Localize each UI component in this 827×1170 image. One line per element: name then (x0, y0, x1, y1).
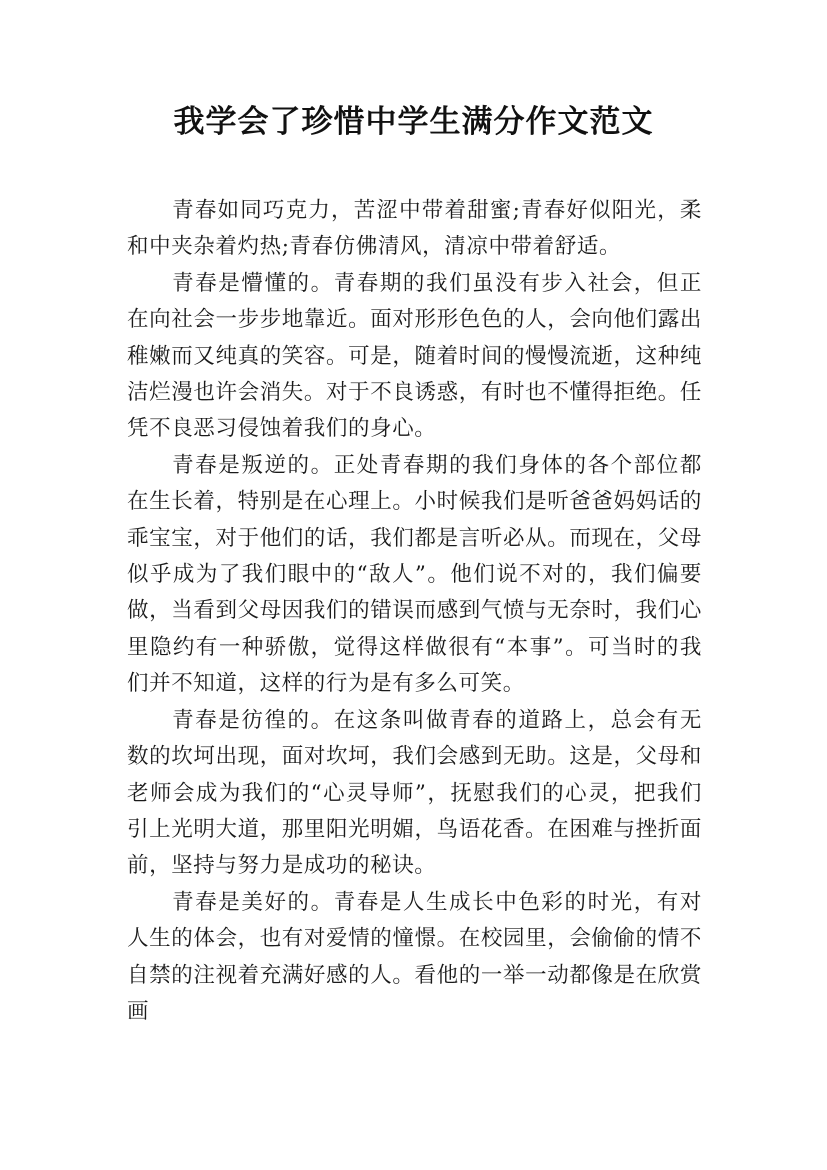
document-title: 我学会了珍惜中学生满分作文范文 (173, 104, 654, 140)
document-body (127, 193, 702, 1030)
paragraph-2: 青春是懵懂的。青春期的我们虽没有步入社会，但正在向社会一步步地靠近。面对形形色色的人，会向他们露出稚嫩而又纯真的笑容。可是，随着时间的慢慢流逝，这种纯洁烂漫也许会消失。对于不良诱惑，有时也不懂得拒绝。任凭不良恶习侵蚀着我们的身心。 (127, 270, 702, 442)
paragraph-5: 青春是美好的。青春是人生成长中色彩的时光，有对人生的体会，也有对爱情的憧憬。在校园里，会偷偷的情不自禁的注视着充满好感的人。看他的一举一动都像是在欣赏画 (127, 889, 702, 1024)
paragraph-4: 青春是彷徨的。在这条叫做青春的道路上，总会有无数的坎坷出现，面对坎坷，我们会感到无助。这是，父母和老师会成为我们的“心灵导师”，抚慰我们的心灵，把我们引上光明大道，那里阳光明媚，鸟语花香。在困难与挫折面前，坚持与努力是成功的秘诀。 (127, 707, 702, 879)
paragraph-3: 青春是叛逆的。正处青春期的我们身体的各个部位都在生长着，特别是在心理上。小时候我们是听爸爸妈妈话的乖宝宝，对于他们的话，我们都是言听必从。而现在，父母似乎成为了我们眼中的“敌人”。他们说不对的，我们偏要做，当看到父母因我们的错误而感到气愤与无奈时，我们心里隐约有一种骄傲，觉得这样做很有“本事”。可当时的我们并不知道，这样的行为是有多么可笑。 (127, 452, 702, 697)
paragraph-1: 青春如同巧克力，苦涩中带着甜蜜;青春好似阳光，柔和中夹杂着灼热;青春仿佛清风，清凉中带着舒适。 (127, 198, 702, 260)
